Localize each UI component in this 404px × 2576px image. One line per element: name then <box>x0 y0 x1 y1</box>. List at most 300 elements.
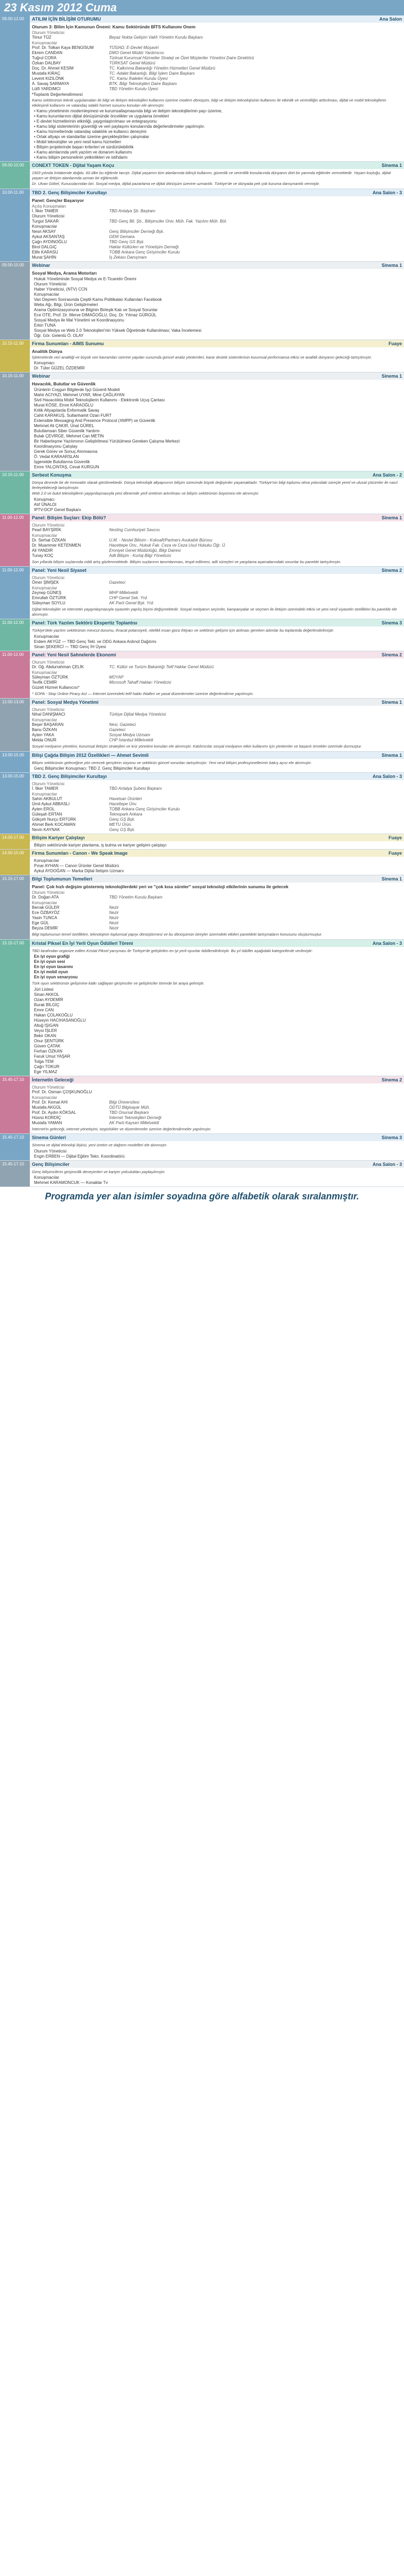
chair-label: Oturum Yöneticisi <box>32 522 64 528</box>
session-line: Öğr. Gör. Gelentü Ö. OLAY <box>34 333 84 338</box>
speaker-name: Nesri AKSAY <box>32 229 56 234</box>
session-room: Ana Salon - 3 <box>372 940 402 946</box>
speaker-role: Nesi, Gazeteci <box>109 722 136 727</box>
session-header <box>30 651 404 658</box>
speaker-name: Mustafa KIRAÇ <box>32 71 61 76</box>
award-category: En iyi oyun sesi <box>34 959 65 964</box>
chair-role: TC. Kültür ve Turizm Bakanlığı Telif Haklar Genel Müdürü <box>109 664 214 669</box>
bullet-item: • E-devlet hizmetlerinin etkinliği, yaygınlaştırılması ve entegrasyonu <box>34 119 157 124</box>
session-room: Ana Salon - 3 <box>372 774 402 779</box>
bullet-item: • Kamu yönetiminin modernleşmesi ve kurumsallaşmasında bilgi ve iletişim teknolojilerinin payı üzerine, <box>34 109 223 113</box>
speaker-role: Nezir <box>109 905 119 910</box>
session-line: Sinan ŞEKERCİ — TBD Genç İH Üyesi <box>34 644 106 649</box>
session-header <box>30 752 404 759</box>
session-body <box>30 773 404 834</box>
speaker-role: Hacettepe Ünv., Hukuk Fak. Ceza ve Ceza Usul Hukuku Öğr. Ü. <box>109 543 226 548</box>
speaker-row <box>32 601 402 606</box>
speaker-row <box>32 685 402 690</box>
session-subtitle: Panel: Çok hızlı değişim göstermiş teknolojilerdeki yeri ve "çok kısa süreler" sosyal teknoloji etkilerinin sunumu ile gelecek <box>32 884 289 889</box>
speaker-row <box>32 245 402 250</box>
session-room: Fuaye <box>388 835 402 840</box>
session-body <box>30 567 404 619</box>
speaker-row <box>32 234 402 240</box>
session-room: Ana Salon <box>379 16 402 22</box>
session-block <box>0 262 404 340</box>
speaker-row <box>32 61 402 66</box>
speaker-row <box>32 1110 402 1115</box>
bullet-item: • Kamu kurumlarının dijital dönüşümünde öncelikler ve uygulama örnekleri <box>34 114 169 118</box>
speaker-row <box>32 56 402 61</box>
session-body <box>30 262 404 340</box>
session-line: Ürünlerin Coşgun Bilgilerde İşçi Güvenli Modeli <box>34 387 120 392</box>
speaker-row <box>32 250 402 255</box>
session-line: Erdem AKYÜZ — TBD Genç Tekl. ve ODG Ankara Ardınol Dağıtımı <box>34 639 157 644</box>
session-description: Türkiye'deki yazılım sektörünün mevcut durumu, ihracat potansiyeli, nitelikli insan gücü ihtiyacı ve sektörün gelişimi için atılması gereken adımlar bu toplantıda değerlendirilmiştir. <box>32 628 335 633</box>
session-header <box>30 372 404 380</box>
session-line: Extensible Messaging And Presence Protocol (XMPP) ve Güvenlik <box>34 418 155 423</box>
bullet-item: • Kamu bilgi sistemlerinin güvenliği ve veri paylaşımı konularında değerlendirmeler yapılmıştır. <box>34 124 205 129</box>
speaker-row <box>32 538 402 543</box>
speaker-name: Zeynep GÜNEŞ <box>32 590 62 595</box>
session-line: Ferhan ÖZKAN <box>34 1048 63 1054</box>
session-line: Bulak ÇEVİRGE, Mehmet Can METİN <box>34 434 104 438</box>
session-line: Konuşmacılar <box>34 858 59 863</box>
session-header <box>30 262 404 269</box>
session-line: Pınar AYHAN — Canon Ürünler Genel Müdürü <box>34 863 119 868</box>
session-line: Konuşmacı <box>34 361 55 365</box>
session-description-2: Dr. Ulvan Gökel, Kurucularından biri. Sosyal medya, dijital pazarlama ve dijital dönüşüm üzerine uzmanlık. Türkiye'de ve dünyada pek çok kuruma danışmanlık vermiştir. <box>32 181 320 186</box>
session-header <box>30 699 404 706</box>
session-block <box>0 699 404 752</box>
session-header <box>30 514 404 521</box>
session-time: 15.15-17.00 <box>0 875 30 939</box>
speaker-role: Sosyal Medya Uzmanı <box>109 733 151 737</box>
speaker-role: TBD Yönetim Kurulu Üyesi <box>109 87 158 91</box>
speaker-name: Aykut AKSANTAŞ <box>32 234 65 239</box>
session-line: Genç Bilişimciler Konuşmacı: TBD 2. Genç Bilişimciler Kurultayı <box>34 766 150 771</box>
award-category: En iyi oyun senaryosu <box>34 975 78 979</box>
session-line: İşgenelde Bulutlarına Güvenlik <box>34 460 90 464</box>
session-body <box>30 752 404 773</box>
speaker-name: Turgut SAKAR <box>32 218 59 224</box>
speaker-row <box>32 543 402 548</box>
session-room: Fuaye <box>388 341 402 346</box>
speaker-role: GEM Gemara <box>109 234 135 239</box>
session-time: 13.00-15.00 <box>0 752 30 773</box>
session-block <box>0 567 404 619</box>
speaker-name: Banu ÖZKAN <box>32 727 57 732</box>
session-line: Emre CAN <box>34 1007 54 1012</box>
speaker-role: CHP Genel Sek. Yrd. <box>109 596 148 600</box>
session-body <box>30 619 404 651</box>
speaker-role: DMO Genel Müdür Yardımcısı <box>109 50 164 55</box>
session-block <box>0 15 404 162</box>
speaker-row <box>32 1100 402 1105</box>
session-description: Dünya devrede bir de Innovatör olarak görülmektedir. Dünya teknolojik altyapısının bilişim sürecinde büyük değişimler yaşamaktadır. Türkiye'nin bilgi toplumu olma yolundaki süreçte yerel ve ulusal çözümler ile nasıl ilerleyebileceği tartışılmıştır. <box>32 480 398 490</box>
session-time: 15.15-17.00 <box>0 940 30 1076</box>
bullet-item: • Ortak altyapı ve standartlar üzerine gerçekleştirilen çalışmalar <box>34 134 149 139</box>
speaker-role: TÜRKSAT Genel Müdürü <box>109 61 155 65</box>
speaker-name: Murat ŞAHİN <box>32 255 57 260</box>
session-title: Firma Sunumları - Canon - We Speak Image <box>32 851 128 856</box>
session-block <box>0 773 404 834</box>
speaker-role: TOBB Ankara Genç Girişimciler Kurulu <box>109 807 180 811</box>
session-room: Sinema 1 <box>381 163 402 168</box>
session-line: Veysi İŞLER <box>34 1028 57 1033</box>
session-header <box>30 567 404 574</box>
chair-label: Oturum Yöneticisi <box>32 30 64 35</box>
session-title: Webinar <box>32 374 50 379</box>
session-body <box>30 1076 404 1134</box>
speaker-name: Prof. Dr. Aydın KÖKSAL <box>32 1110 76 1115</box>
session-room: Sinema 2 <box>381 568 402 573</box>
session-time: 10.15-11.00 <box>0 471 30 514</box>
session-block <box>0 850 404 875</box>
speaker-name: Doç. Dr. Ahmet KESİM <box>32 66 74 71</box>
chair-label: Açılış Konuşmaları <box>32 204 66 209</box>
session-line: Konuşmacılar <box>34 292 59 297</box>
session-line: Altuğ IŞIGAN <box>34 1023 59 1028</box>
speaker-name: Ekrem CANDAN <box>32 50 63 55</box>
session-line: Murat KÖSE, Emre KARAOĞLU <box>34 403 94 408</box>
bullet-item: • Kamu bilişim personelinin yetkinlikleri ve istihdamı <box>34 155 128 160</box>
session-title: Panel: Türk Yazılım Sektörü Ekspertiz Toplantısı <box>32 620 137 625</box>
chair-name: Timur TÜZ <box>32 35 51 40</box>
session-line: Kritik Altyapılarda Enformatik Savaş <box>34 408 99 413</box>
session-room: Sinema 3 <box>381 1135 402 1140</box>
speaker-name: Mustafa YAMAN <box>32 1120 62 1125</box>
chair-label: Oturum Yöneticisi <box>32 1084 64 1090</box>
session-title: Bilişi Çağda Bilişim 2012 Özellikleri — Ahmet Sevimli <box>32 752 149 758</box>
speaker-name: Ayten EROL <box>32 807 55 811</box>
session-body <box>30 1161 404 1187</box>
session-line: Güven ÇATAK <box>34 1043 61 1048</box>
session-line: Mahir ACIYAZI, Mehmet UYAR, Mine ÇAĞLAYAN <box>34 393 125 397</box>
session-header <box>30 834 404 841</box>
session-block <box>0 651 404 699</box>
session-line: Sinan AKKOL <box>34 992 59 997</box>
speaker-name: Emrullah ÖZTÜRK <box>32 596 66 600</box>
speaker-row <box>32 66 402 71</box>
session-block <box>0 1161 404 1188</box>
chair-name: Pearl BAYŞİRİK <box>32 527 62 532</box>
speaker-name: Tevfik CEMİR <box>32 680 57 685</box>
session-line: Bilişim sektöründe kariyer planlama, iş bulma ve kariyer gelişimi çalıştayı <box>34 843 167 848</box>
speaker-row <box>32 229 402 234</box>
session-block <box>0 162 404 189</box>
speaker-name: Gökçeh Nurçu ERTÜRK <box>32 817 77 822</box>
speaker-row <box>32 224 402 229</box>
speaker-role: Havelsan Ürünleri <box>109 796 142 801</box>
speakers-label: Konuşmacılar <box>32 41 57 45</box>
session-block <box>0 471 404 514</box>
speaker-role: AK Parti Kayseri Milletvekili <box>109 1120 159 1125</box>
session-body <box>30 189 404 261</box>
session-block <box>0 340 404 373</box>
session-header <box>30 471 404 479</box>
session-line: Tolga TEM <box>34 1059 54 1064</box>
session-line: Faruk Umut YAŞAR <box>34 1054 71 1059</box>
speakers-label: Konuşmacılar <box>32 718 57 722</box>
session-time: 10.15-11.00 <box>0 340 30 372</box>
speaker-row <box>32 590 402 596</box>
chair-label: Oturum Yöneticisi <box>32 890 64 895</box>
award-category: En iyi mobil oyun <box>34 970 68 974</box>
speaker-role: Genç GŞ Bşk. <box>109 827 135 832</box>
speaker-name: Prof. Dr. Kemal AHI <box>32 1099 68 1105</box>
chair-role: Nesting Cumhuriyet Savcısı <box>109 527 160 532</box>
speaker-name: Dr. Muammer KETENMEN <box>32 543 81 548</box>
session-body <box>30 340 404 372</box>
speaker-row <box>32 827 402 833</box>
speaker-row <box>32 916 402 921</box>
speaker-row <box>32 553 402 558</box>
session-title: Sinema Günleri <box>32 1135 66 1140</box>
chair-row <box>32 580 402 585</box>
chair-row <box>32 1090 402 1095</box>
speaker-row <box>32 50 402 56</box>
session-line: Burak BİLGİÇ <box>34 1002 60 1007</box>
chair-name: Ömer ŞİMŞEK <box>32 580 59 585</box>
speaker-row <box>32 87 402 92</box>
session-time: 11.00-12.00 <box>0 514 30 567</box>
session-header <box>30 773 404 780</box>
speaker-role: Haklar Kültürleri ve Yönetişim Derneği <box>109 244 179 249</box>
speaker-name: Elife KARASU <box>32 249 58 255</box>
session-time: 12.00-13.00 <box>0 699 30 751</box>
award-category: En iyi oyun grafiği <box>34 954 70 959</box>
speaker-row <box>32 817 402 822</box>
session-body <box>30 699 404 751</box>
speaker-name: A. Savaş SARMAYA <box>32 81 69 86</box>
session-room: Fuaye <box>388 851 402 856</box>
session-line: Sivil Havacılıkta Mobil Teknolojilerin Kullanımı - Elektronik Uçuş Çantası <box>34 398 165 402</box>
speaker-row <box>32 219 402 224</box>
session-time: 13.00-15.00 <box>0 773 30 834</box>
speaker-name: Hüsnü KORDİÇ <box>32 1115 61 1120</box>
speaker-row <box>32 680 402 685</box>
speaker-role: Nezir <box>109 910 119 915</box>
speaker-name: Lütfi YARDIMCI <box>32 87 61 91</box>
speaker-role: Gazeteci <box>109 727 126 732</box>
speaker-name: Ayten YAKA <box>32 733 55 737</box>
session-room: Sinema 2 <box>381 652 402 657</box>
session-title: Bilişim Kariyer Çalıştayı <box>32 835 85 840</box>
speakers-label: Konuşmacılar <box>32 586 57 590</box>
speaker-name: Konuşmacılar <box>32 224 57 229</box>
session-time: 09.00-12.00 <box>0 15 30 161</box>
speaker-name: Ümit Aykut ABBASLI <box>32 802 70 806</box>
session-room: Sinema 1 <box>381 752 402 758</box>
session-line: Haber Yöneticisi, (NTV) CCN <box>34 286 87 292</box>
session-description: Sosyal medyanın yönetimi, kurumsal iletişim stratejileri ve kriz yönetimi konuları ele alınmıştır. Katılımcılar sosyal medyanın etkin kullanımı için yöntemler ve başarılı örnekler üzerinde durmuştur. <box>32 744 362 749</box>
session-title: Kristal Piksel En İyi Yerli Oyun Ödülleri Töreni <box>32 940 133 946</box>
speaker-name: Dr. Serhat ÖZKAN <box>32 537 66 543</box>
speaker-name: Ece ÖZBAYÖZ <box>32 910 60 915</box>
session-line: Engin ERBEN — Dijital Eğitim Tekn. Koordinatörü <box>34 1154 125 1159</box>
session-body <box>30 850 404 875</box>
session-room: Sinema 1 <box>381 374 402 379</box>
chair-row <box>32 35 402 40</box>
speaker-row <box>32 76 402 81</box>
speaker-role: TOBB Ankara Genç Girişimciler Kurulu <box>109 249 180 255</box>
session-line: Ö. Vedat KARAARSLAN <box>34 454 79 459</box>
session-room: Sinema 1 <box>381 700 402 705</box>
session-line: Emre YALÇINTAŞ, Cevat KURGUN <box>34 465 99 469</box>
speaker-role: MHP Milletvekili <box>109 590 138 595</box>
session-time: 15.45-17.10 <box>0 1076 30 1134</box>
chair-row <box>32 665 402 670</box>
speaker-row <box>32 910 402 916</box>
footer-note: Programda yer alan isimler soyadına göre alfabetik olarak sıralanmıştır. <box>45 1191 359 1201</box>
chair-name: Prof. Dr. Osman ÇOŞKUNOĞLU <box>32 1089 92 1094</box>
session-subtitle: Havacılık, Bulutlar ve Güvenlik <box>32 381 96 386</box>
speaker-name: Beyza DEMİR <box>32 926 58 930</box>
session-line: Ege YILMAZ <box>34 1069 58 1074</box>
speaker-role: AK Parti Genel Bşk. Yrd. <box>109 601 154 605</box>
session-description: İnternet'in geleceği, internet yönetişimi, özgürlükler ve düzenlemeler üzerine değerlendirmeler yapılmıştır. <box>32 1126 212 1131</box>
award-category: En iyi oyun tasarımı <box>34 964 73 969</box>
chair-name: İ. İlker TAMER <box>32 208 59 213</box>
session-body <box>30 15 404 161</box>
session-title: Webinar <box>32 262 50 268</box>
session-line: Konuşmacılar <box>34 1175 59 1180</box>
session-title: Bilgi Toplumunun Temelleri <box>32 876 93 882</box>
session-body <box>30 834 404 849</box>
session-header <box>30 940 404 947</box>
speaker-name: Güzelt Hizmet Kullanıcısı* <box>32 685 80 690</box>
session-title: CONEXT TOKEN - Dijital Yaşam Koçu <box>32 163 114 168</box>
session-title: Panel: Yeni Nesil Siyaset <box>32 568 86 573</box>
speaker-role: Bilgi Üniversitesi <box>109 1099 139 1105</box>
session-line: Atıf ÜNALDI <box>34 502 57 507</box>
speaker-row <box>32 722 402 727</box>
session-description: TBD tarafından organize edilen Kristal Piksel yarışması ile Türkiye'de geliştirilen en iyi yerli oyunlar ödüllendirilmiştir. Bu yıl ödüller aşağıdaki kategorilerde verilmiştir: <box>32 948 313 953</box>
session-title: Serbest Konuşma <box>32 472 72 478</box>
session-time: 14.00-15.00 <box>0 850 30 875</box>
speaker-role: Genç Bilişimciler Derneği Bşk. <box>109 229 165 234</box>
session-description: İşletmelerde veri analitiği ve büyük veri kavramları üzerine yapılan sunumda güncel analiz yöntemleri, karar destek sistemlerinin kurumsal performansa etkisi ve analitik dünyanın geleceği tartışılmıştır. <box>32 354 372 360</box>
session-room: Sinema 2 <box>381 1077 402 1082</box>
session-header <box>30 1161 404 1168</box>
speaker-row <box>32 214 402 219</box>
speaker-role: Nezir <box>109 916 119 920</box>
session-list <box>0 15 404 1187</box>
speaker-role: Teknopark Ankara <box>109 812 143 817</box>
speaker-name: Berrak GÜLER <box>32 905 60 910</box>
speaker-name: Melda ONUR <box>32 738 57 742</box>
chair-row <box>32 528 402 533</box>
speakers-label: Konuşmacılar <box>32 901 57 905</box>
session-title: TBD 2. Genç Bilişimciler Kurultayı <box>32 774 107 779</box>
session-line: Dr. Tüter GÜZEL ÖZDEMİR <box>34 366 85 370</box>
session-description: Bilgi toplumunun temel özellikleri, teknolojinin toplumsal yapıyı dönüştürmesi ve bu dönüşümün bireyler üzerindeki etkileri paneldeki tartışmaların konusunu oluşturmuştur. <box>32 932 323 937</box>
session-header <box>30 1134 404 1141</box>
session-title: İnternetin Geleceği <box>32 1077 74 1082</box>
session-description-2: Web 2.0 ve bulut teknolojilerin yaygınlaşmasıyla yeni dönemde yerli üretimin artırılması ve bilişim sektörünün büyümesi ele alınmıştır. <box>32 491 259 496</box>
session-title: Panel: Sosyal Medya Yönetimi <box>32 700 99 705</box>
session-line: Arama Optimizasyonuna ve Bilginin Birleşik Katı ve Sosyal Sorunlar <box>34 307 158 312</box>
bullet-item: • Kamu alımlarında yerli yazılım ve donanım kullanımı <box>34 150 132 155</box>
session-line: Aykut AYDOĞAN — Marka Dijital İletişim Uzmanı <box>34 869 124 873</box>
speaker-row <box>32 1105 402 1110</box>
speaker-name: Beşer BAŞARAN <box>32 722 64 727</box>
chair-name: Dr. Doğan ATA <box>32 895 59 900</box>
session-description: Kamu sektörünün teknik uygulamaları ile bilgi ve iletişim teknolojileri kullanımı üzerine modern dönüşüm, bilgi ve iletişim teknolojisinin kullanımı ile etkinlik ve verimliliğin arttırılması, dijital ve mobil teknolojilerin etkileşimli kullanımı ve vatandaş odaklı hizmet sunumu konuları ele alınmıştır. <box>32 98 387 108</box>
session-line: Konuşmacılar <box>34 634 59 639</box>
session-block <box>0 189 404 262</box>
speaker-role: İnternet Teknolojileri Derneği <box>109 1115 162 1120</box>
speaker-row <box>32 596 402 601</box>
chair-role: TBD Yönetim Kurulu Başkanı <box>109 895 163 900</box>
chair-row <box>32 786 402 791</box>
speaker-row <box>32 675 402 680</box>
session-body <box>30 162 404 189</box>
speaker-name: Sahin AKBULUT <box>32 796 63 801</box>
session-body <box>30 471 404 514</box>
session-time: 15.45-17.10 <box>0 1161 30 1187</box>
session-line: Bekir OKAN <box>34 1033 57 1038</box>
speaker-role: METU Ürün. <box>109 822 132 827</box>
speaker-role: Türksat Kurumsal Hizmetler Strateji ve Özel Müşteriler Yönetimi Daire Direktörü <box>109 56 254 60</box>
chair-label: Oturum Yöneticisi <box>32 575 64 580</box>
speakers-label: Konuşmacılar <box>32 792 57 796</box>
speaker-row <box>32 45 402 50</box>
session-description: Sinema ve dijital teknoloji ilişkisi, yeni üretim ve dağıtım modelleri ele alınmıştır. <box>32 1143 168 1147</box>
speaker-name: Nevin KAYNAK <box>32 827 60 832</box>
session-room: Sinema 1 <box>381 876 402 882</box>
session-body <box>30 940 404 1076</box>
session-time: 11.00-12.00 <box>0 651 30 699</box>
speaker-role: Hacettepe Ünv. <box>109 802 137 806</box>
session-description: Son yıllarda bilişim suçlarında ciddi artış gözlenmektedir. Bilişim suçlarının tanımlanması, tespit edilmesi, adli süreçleri ve yargılama aşamalarındaki sorunlar bu panelde tartışılmıştır. <box>32 559 341 564</box>
session-line: Ece OTE, Prof. Dr. Merve DIMAĞOĞLU, Doç. Dr. Yılmaz GÜRGÜL <box>34 312 157 317</box>
speaker-role: Nezir <box>109 926 119 930</box>
speaker-name: Ahmet Berk KOCAMAN <box>32 822 76 827</box>
speaker-role: Emniyet Genel Müdürlüğü, Bilgi Dairesi <box>109 548 181 553</box>
speaker-role: İş Zekası Danışmanı <box>109 255 147 260</box>
speaker-row <box>32 733 402 738</box>
session-line: Cahit KARAKUŞ, Sultanhamit Ozan FURT <box>34 413 112 418</box>
session-line: Jüri Listesi <box>34 987 54 992</box>
chair-name: İ. İlker TAMER <box>32 786 59 791</box>
speaker-row <box>32 921 402 926</box>
session-time: 15.45-17.10 <box>0 1134 30 1160</box>
session-line: Oturum Yöneticisi <box>34 281 66 286</box>
session-block <box>0 940 404 1076</box>
session-line: Van Deprem Sonrasında Çeşitli Kamu Politikaları Kullanılan Facebook <box>34 297 162 302</box>
session-line: Hakan ÇOLAKOĞLU <box>34 1012 73 1018</box>
chair-row <box>32 895 402 900</box>
speaker-row <box>32 807 402 812</box>
session-block <box>0 619 404 651</box>
speaker-role: Adli Bilişim - Kurtaj Bilgi Yöneticisi <box>109 553 171 558</box>
session-line: Mehmet Ali ÇAKIR, Ünal GÜREL <box>34 423 94 428</box>
speaker-role: MÜYAP <box>109 674 124 680</box>
speaker-role: TC. Kamu İhaleleri Kurulu Üyesi <box>109 76 168 81</box>
speaker-row <box>32 796 402 802</box>
speaker-role: TBD Genç GS Bşk. <box>109 239 145 244</box>
session-line: Onur ŞENTÜRK <box>34 1038 64 1043</box>
session-line: Sosyal Medya ve Web 2.0 Teknolojileri'nin Yüksek Öğretimde Kullanılması; Vaka İncelemesi <box>34 328 202 333</box>
session-header <box>30 15 404 23</box>
speaker-name: Tuğrul CORA <box>32 56 57 60</box>
session-subtitle: Sosyal Medya, Arama Motorları <box>32 270 97 276</box>
speaker-name: Özkan DALBAY <box>32 61 61 65</box>
speaker-row <box>32 240 402 245</box>
speaker-role: CHP İstanbul Milletvekili <box>109 738 153 742</box>
session-block <box>0 1134 404 1161</box>
